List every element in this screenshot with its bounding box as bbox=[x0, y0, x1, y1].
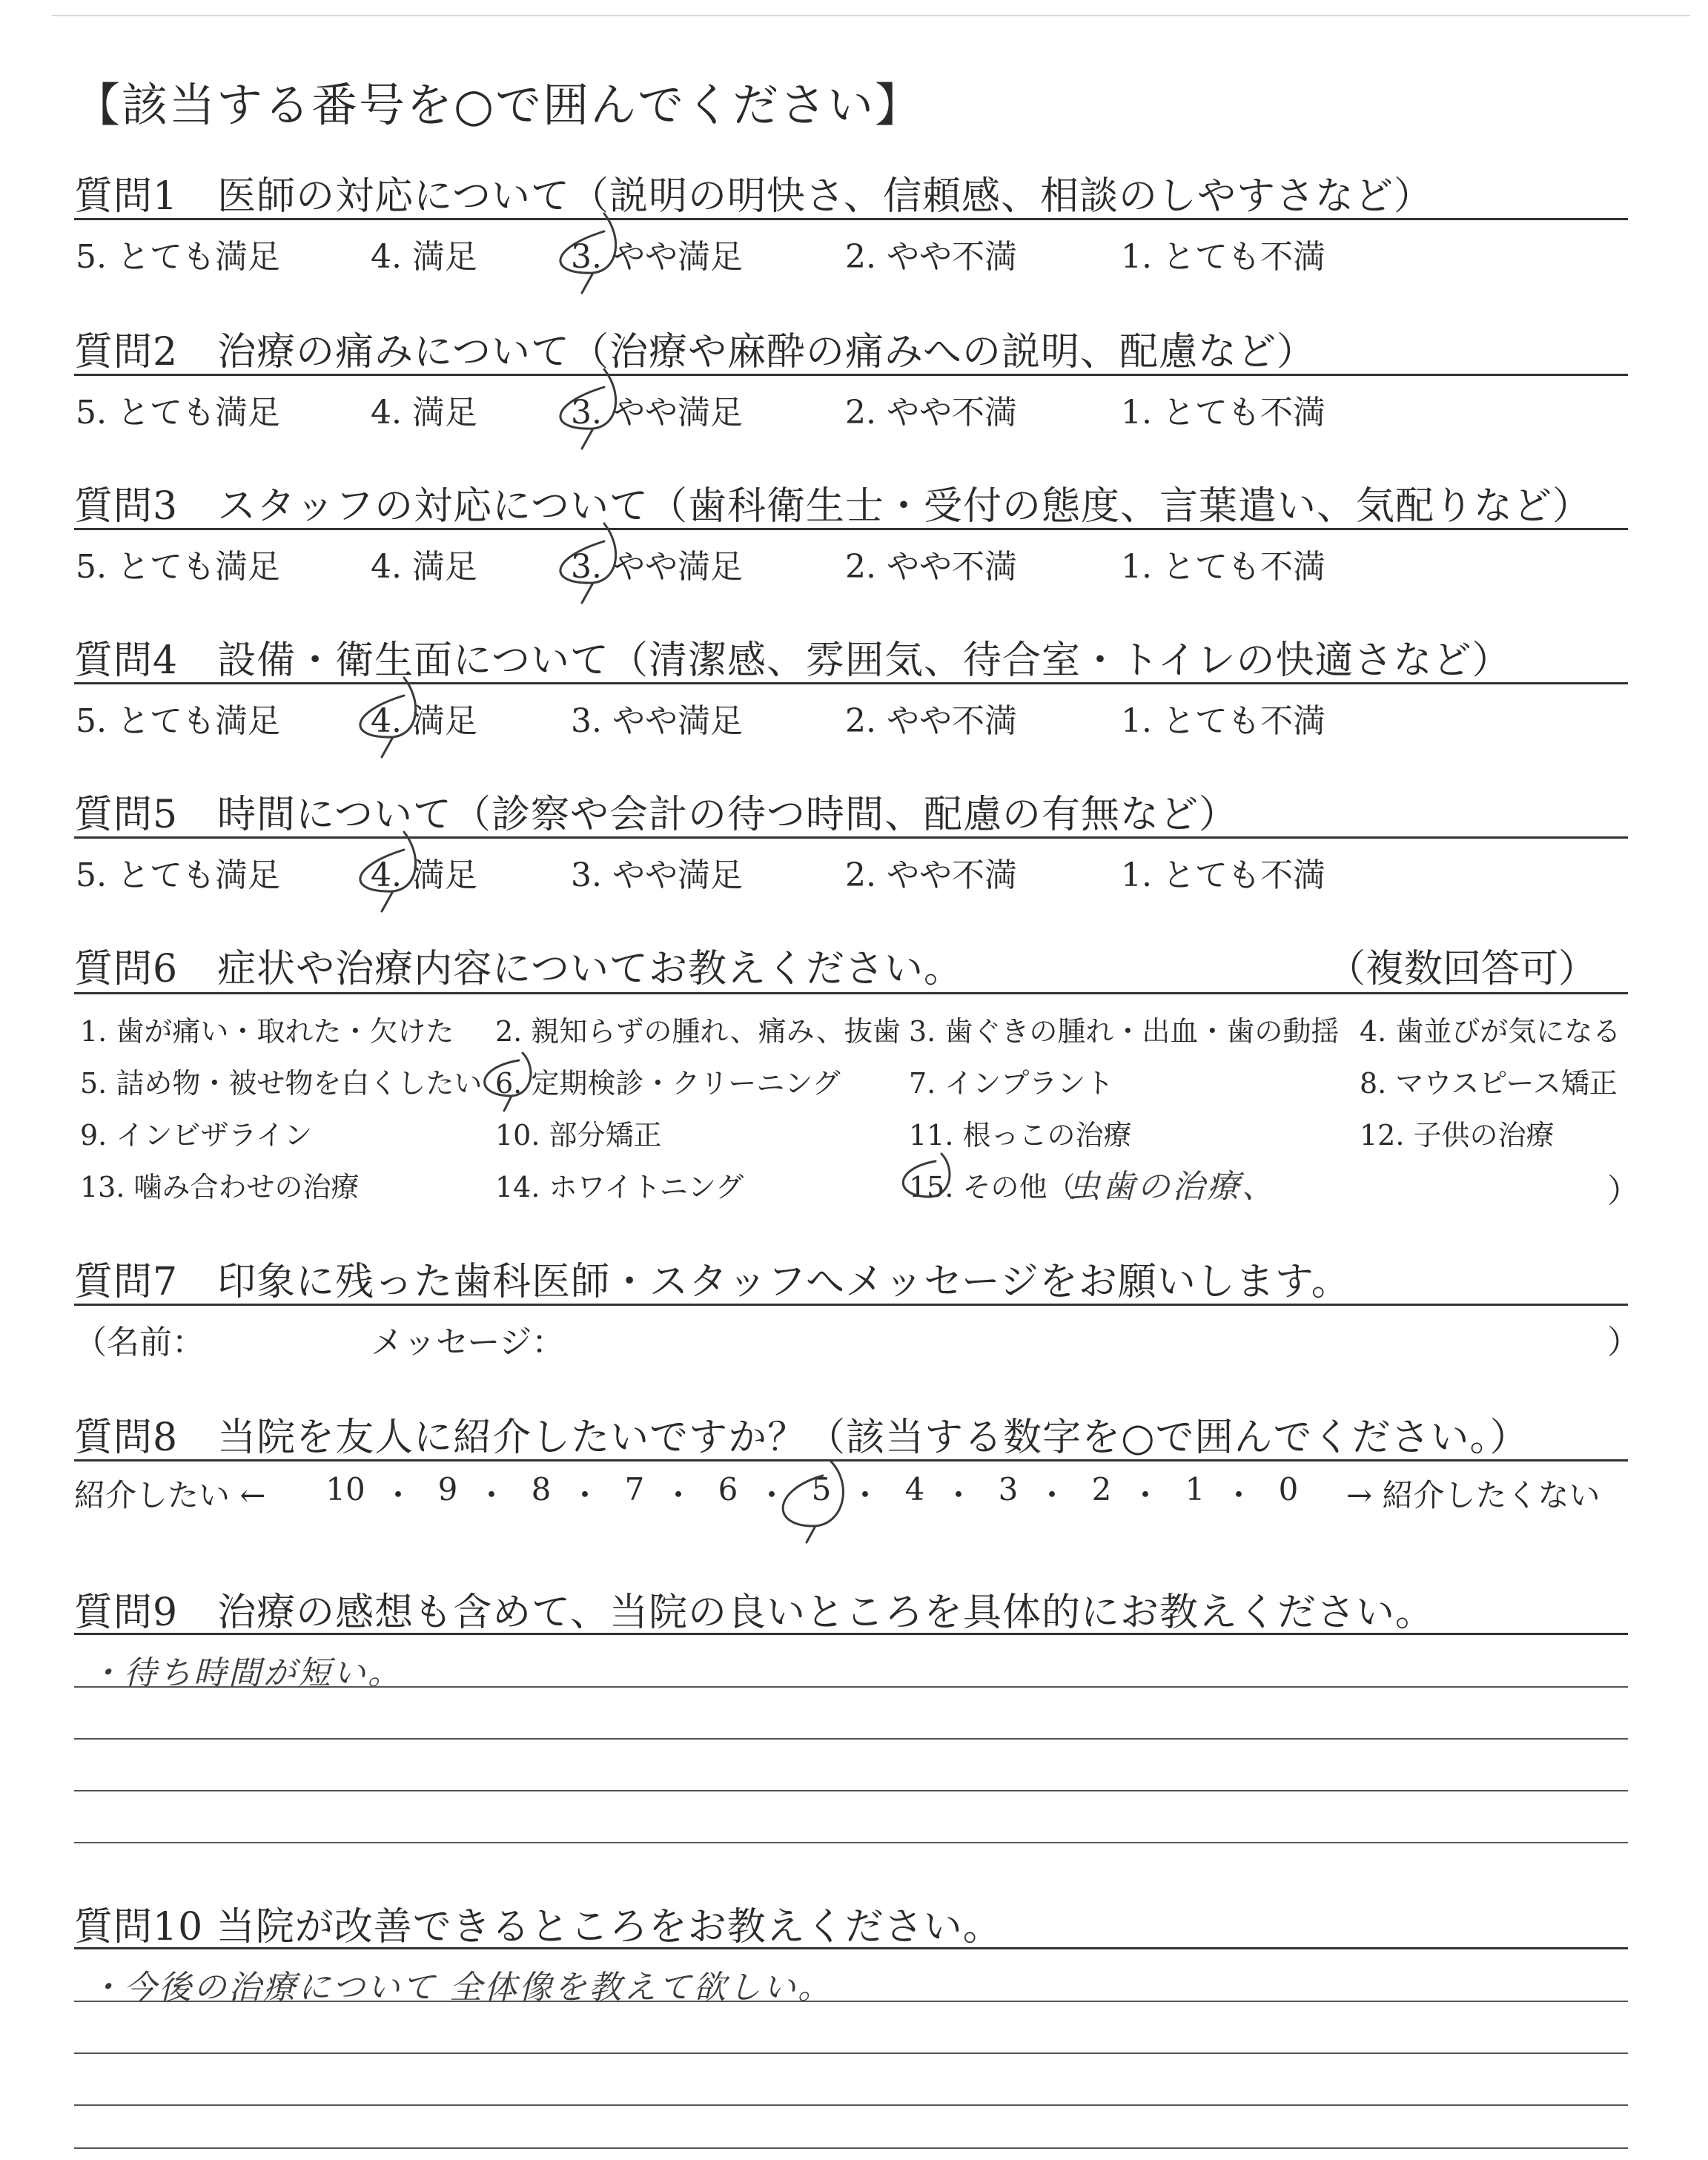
separator: ・ bbox=[1223, 1477, 1255, 1513]
other-handwritten-text: 虫歯の治療、 bbox=[1068, 1168, 1277, 1206]
divider bbox=[74, 1304, 1628, 1306]
instruction-heading: 【該当する番号を○で囲んでください】 bbox=[74, 78, 923, 132]
score-9[interactable]: 9 bbox=[437, 1471, 458, 1507]
separator: ・ bbox=[943, 1477, 975, 1513]
option-3[interactable]: 3. やや満足 bbox=[571, 702, 743, 740]
question-title: 質問1 医師の対応について（説明の明快さ、信頼感、相談のしやすさなど） bbox=[74, 174, 1433, 219]
score-7[interactable]: 7 bbox=[624, 1471, 645, 1507]
answer-line bbox=[74, 1790, 1628, 1791]
symptom-option-9[interactable]: 9. インビザライン bbox=[80, 1119, 313, 1152]
option-2[interactable]: 2. やや不満 bbox=[845, 856, 1017, 894]
symptom-option-7[interactable]: 7. インプラント bbox=[909, 1067, 1114, 1100]
option-2[interactable]: 2. やや不満 bbox=[845, 702, 1017, 740]
answer-line bbox=[74, 2104, 1628, 2106]
answer-line bbox=[74, 2001, 1628, 2002]
recommend-label: 紹介したい ← bbox=[74, 1477, 266, 1513]
separator: ・ bbox=[756, 1477, 788, 1513]
symptom-option-6[interactable]: 6. 定期検診・クリーニング bbox=[495, 1067, 841, 1100]
separator: ・ bbox=[476, 1477, 508, 1513]
option-1[interactable]: 1. とても不満 bbox=[1121, 238, 1325, 276]
symptom-option-5[interactable]: 5. 詰め物・被せ物を白くしたい bbox=[80, 1067, 483, 1100]
option-3[interactable]: 3. やや満足 bbox=[571, 856, 743, 894]
option-1[interactable]: 1. とても不満 bbox=[1121, 702, 1325, 740]
option-5[interactable]: 5. とても満足 bbox=[76, 548, 280, 586]
option-1[interactable]: 1. とても不満 bbox=[1121, 856, 1325, 894]
divider bbox=[74, 528, 1628, 530]
separator: ・ bbox=[569, 1477, 601, 1513]
separator: ・ bbox=[1130, 1477, 1162, 1513]
good-points-answer[interactable]: ・待ち時間が短い。 bbox=[89, 1654, 403, 1692]
close-paren: ） bbox=[1607, 1324, 1640, 1361]
divider bbox=[74, 682, 1628, 684]
separator: ・ bbox=[663, 1477, 695, 1513]
divider bbox=[74, 1947, 1628, 1949]
divider bbox=[74, 836, 1628, 839]
symptom-option-14[interactable]: 14. ホワイトニング bbox=[495, 1171, 744, 1203]
close-paren: ） bbox=[1607, 1172, 1640, 1210]
question-title: 質問8 当院を友人に紹介したいですか？（該当する数字を○で囲んでください。） bbox=[74, 1416, 1529, 1460]
answer-line bbox=[74, 1738, 1628, 1740]
question-title: 質問7 印象に残った歯科医師・スタッフへメッセージをお願いします。 bbox=[74, 1260, 1351, 1304]
question-title: 質問10 当院が改善できるところをお教えください。 bbox=[74, 1905, 1002, 1949]
score-10[interactable]: 10 bbox=[325, 1471, 365, 1507]
divider bbox=[74, 218, 1628, 220]
divider bbox=[74, 992, 1628, 994]
divider bbox=[74, 1459, 1628, 1462]
option-3[interactable]: 3. やや満足 bbox=[571, 238, 743, 276]
option-3[interactable]: 3. やや満足 bbox=[571, 548, 743, 586]
divider bbox=[74, 374, 1628, 376]
separator: ・ bbox=[850, 1477, 881, 1513]
symptom-option-3[interactable]: 3. 歯ぐきの腫れ・出血・歯の動揺 bbox=[909, 1015, 1340, 1048]
symptom-option-15[interactable]: 15. その他（ bbox=[909, 1171, 1076, 1203]
score-3[interactable]: 3 bbox=[998, 1471, 1019, 1507]
symptom-option-11[interactable]: 11. 根っこの治療 bbox=[909, 1119, 1132, 1152]
option-3[interactable]: 3. やや満足 bbox=[571, 394, 743, 432]
question-title: 質問5 時間について（診察や会計の待つ時間、配慮の有無など） bbox=[74, 793, 1239, 837]
question-title: 質問9 治療の感想も含めて、当院の良いところを具体的にお教えください。 bbox=[74, 1591, 1435, 1635]
score-1[interactable]: 1 bbox=[1185, 1471, 1205, 1507]
symptom-option-2[interactable]: 2. 親知らずの腫れ、痛み、抜歯 bbox=[495, 1015, 901, 1048]
answer-line bbox=[74, 2147, 1628, 2149]
option-1[interactable]: 1. とても不満 bbox=[1121, 394, 1325, 432]
option-2[interactable]: 2. やや不満 bbox=[845, 394, 1017, 432]
symptom-option-4[interactable]: 4. 歯並びが気になる bbox=[1360, 1015, 1621, 1048]
question-title: 質問6 症状や治療内容についてお教えください。 bbox=[74, 947, 964, 991]
multiple-answer-note: （複数回答可） bbox=[1326, 947, 1597, 991]
score-0[interactable]: 0 bbox=[1278, 1471, 1299, 1507]
separator: ・ bbox=[1036, 1477, 1068, 1513]
not-recommend-label: → 紹介したくない bbox=[1346, 1477, 1601, 1513]
score-2[interactable]: 2 bbox=[1091, 1471, 1112, 1507]
option-4[interactable]: 4. 満足 bbox=[371, 238, 477, 276]
symptom-option-12[interactable]: 12. 子供の治療 bbox=[1360, 1119, 1555, 1152]
option-5[interactable]: 5. とても満足 bbox=[76, 856, 280, 894]
score-8[interactable]: 8 bbox=[531, 1471, 552, 1507]
option-4[interactable]: 4. 満足 bbox=[371, 702, 477, 740]
score-4[interactable]: 4 bbox=[904, 1471, 925, 1507]
message-label: メッセージ： bbox=[371, 1324, 565, 1361]
symptom-option-1[interactable]: 1. 歯が痛い・取れた・欠けた bbox=[80, 1015, 454, 1048]
symptom-option-10[interactable]: 10. 部分矯正 bbox=[495, 1119, 662, 1152]
option-4[interactable]: 4. 満足 bbox=[371, 548, 477, 586]
option-5[interactable]: 5. とても満足 bbox=[76, 702, 280, 740]
symptom-option-8[interactable]: 8. マウスピース矯正 bbox=[1360, 1067, 1618, 1100]
answer-line bbox=[74, 1686, 1628, 1688]
improvement-answer[interactable]: ・今後の治療について 全体像を教えて欲しい。 bbox=[89, 1969, 833, 2007]
option-5[interactable]: 5. とても満足 bbox=[76, 238, 280, 276]
symptom-option-13[interactable]: 13. 噛み合わせの治療 bbox=[80, 1171, 360, 1203]
name-label: （名前： bbox=[74, 1324, 205, 1361]
score-6[interactable]: 6 bbox=[718, 1471, 738, 1507]
score-5[interactable]: 5 bbox=[811, 1471, 832, 1507]
question-title: 質問3 スタッフの対応について（歯科衛生士・受付の態度、言葉遣い、気配りなど） bbox=[74, 484, 1592, 529]
question-title: 質問4 設備・衛生面について（清潔感、雰囲気、待合室・トイレの快適さなど） bbox=[74, 638, 1512, 683]
option-4[interactable]: 4. 満足 bbox=[371, 856, 477, 894]
separator: ・ bbox=[383, 1477, 414, 1513]
option-2[interactable]: 2. やや不満 bbox=[845, 238, 1017, 276]
top-border bbox=[52, 15, 1690, 16]
option-5[interactable]: 5. とても満足 bbox=[76, 394, 280, 432]
option-1[interactable]: 1. とても不満 bbox=[1121, 548, 1325, 586]
question-title: 質問2 治療の痛みについて（治療や麻酔の痛みへの説明、配慮など） bbox=[74, 330, 1317, 374]
option-4[interactable]: 4. 満足 bbox=[371, 394, 477, 432]
answer-line bbox=[74, 2052, 1628, 2054]
answer-line bbox=[74, 1842, 1628, 1843]
divider bbox=[74, 1633, 1628, 1635]
option-2[interactable]: 2. やや不満 bbox=[845, 548, 1017, 586]
